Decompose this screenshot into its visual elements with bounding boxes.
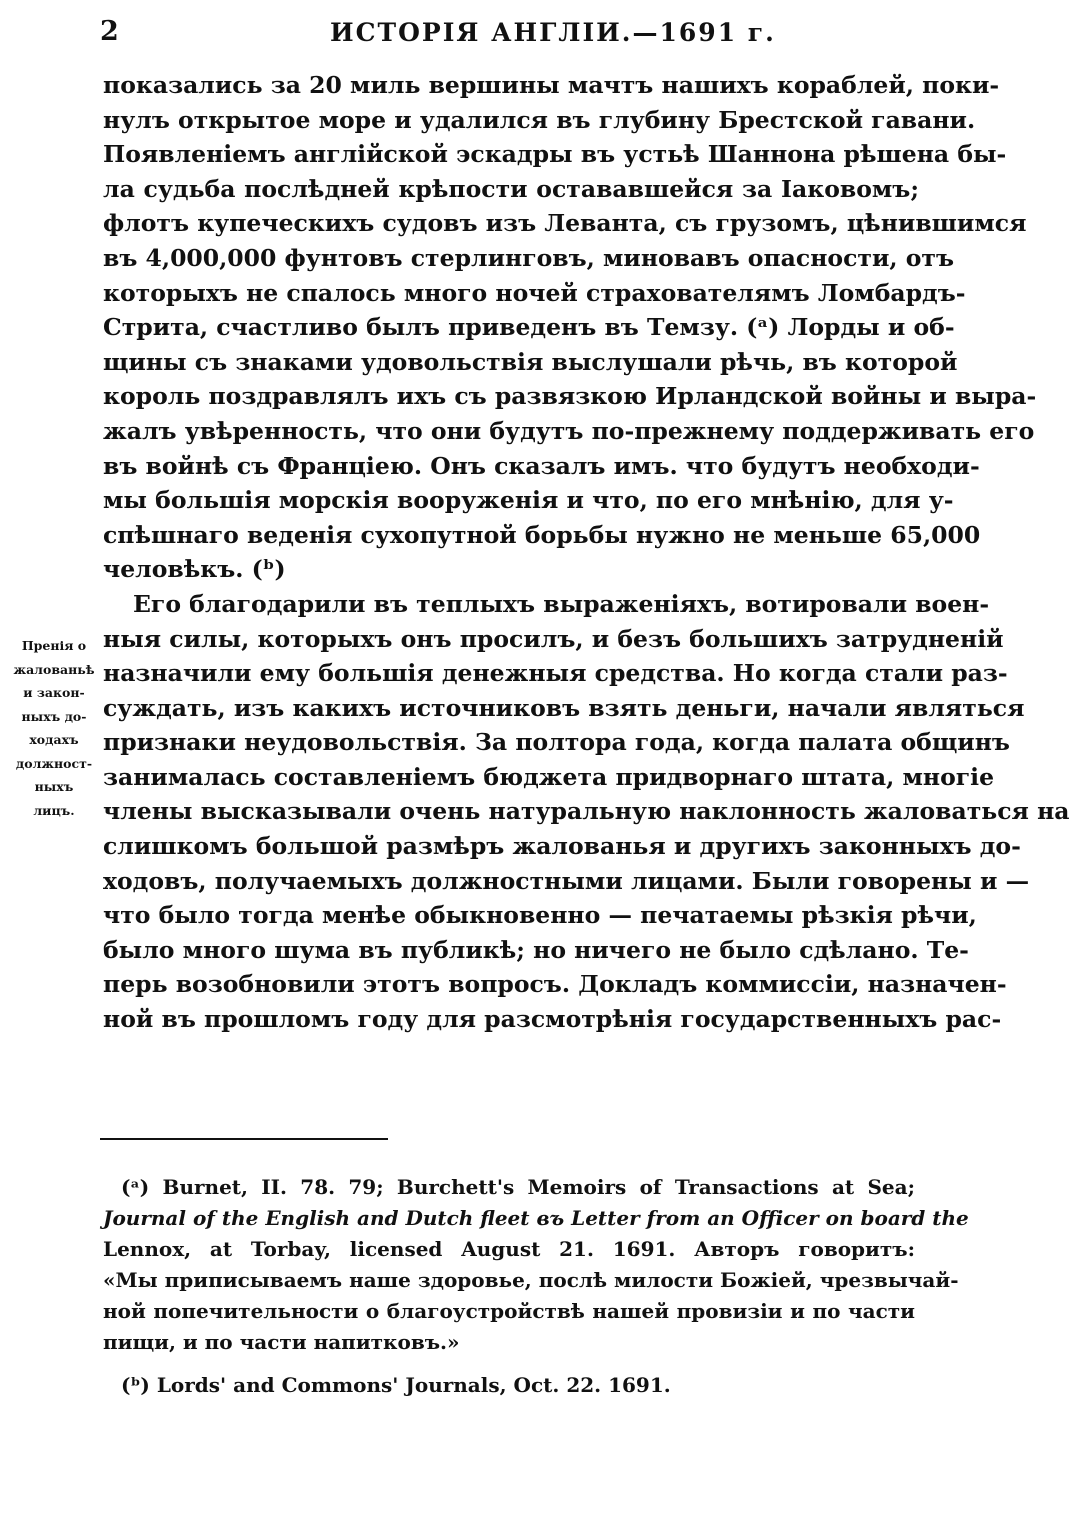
body-line: Стрита, счастливо былъ приведенъ въ Темзу. (ᵃ) Лорды и об- xyxy=(103,313,955,342)
body-line: перь возобновили этотъ вопросъ. Докладъ коммиссіи, назначен- xyxy=(103,970,1007,999)
body-line: Появленіемъ англійской эскадры въ устьѣ Шаннона рѣшена бы- xyxy=(103,140,1007,169)
footnote-a-line: Journal of the English and Dutch fleet въ Letter from an Officer on board the xyxy=(103,1206,969,1230)
margin-note-line: лицъ. xyxy=(33,802,75,818)
footnote-a-line: пищи, и по части напитковъ.» xyxy=(103,1330,460,1354)
body-line: Его благодарили въ теплыхъ выраженіяхъ, вотировали воен- xyxy=(133,589,990,618)
footnote-divider xyxy=(100,1138,388,1140)
body-line: члены высказывали очень натуральную наклонность жаловаться на xyxy=(103,797,1070,826)
body-line: нулъ открытое море и удалился въ глубину Брестской гавани. xyxy=(103,105,976,134)
body-line: жалъ увѣренность, что они будутъ по-прежнему поддерживать его xyxy=(103,416,1035,445)
margin-note-line: ходахъ xyxy=(29,732,79,747)
footnote-a-line: «Мы приписываемъ наше здоровье, послѣ милости Божіей, чрезвычай- xyxy=(103,1268,959,1292)
body-line: которыхъ не спалось много ночей страхователямъ Ломбардъ- xyxy=(103,278,966,307)
body-line: суждать, изъ какихъ источниковъ взять деньги, начали являться xyxy=(103,693,1025,722)
body-line: ныя силы, которыхъ онъ просилъ, и безъ большихъ затрудненій xyxy=(103,624,1004,653)
running-head: ИСТОРІЯ АНГЛІИ.—1691 г. xyxy=(330,18,776,47)
margin-note xyxy=(12,634,96,822)
body-line: признаки неудовольствія. За полтора года, когда палата общинъ xyxy=(103,728,1010,757)
margin-note-line: должност- xyxy=(15,755,93,771)
body-line: ла судьба послѣдней крѣпости остававшейся за Іаковомъ; xyxy=(103,174,919,203)
margin-note-line: жалованьѣ xyxy=(13,661,95,677)
body-line: спѣшнаго веденія сухопутной борьбы нужно не меньше 65,000 xyxy=(103,520,981,549)
body-line: человѣкъ. (ᵇ) xyxy=(103,555,286,584)
footnote-a-line: (ᵃ) Burnet, II. 78. 79; Burchett's Memoirs of Transactions at Sea; xyxy=(121,1175,915,1199)
body-line: флотъ купеческихъ судовъ изъ Леванта, съ грузомъ, цѣнившимся xyxy=(103,209,1027,238)
footnotes xyxy=(103,1172,969,1401)
page-number: 2 xyxy=(100,16,119,47)
margin-note-line: Пренія о xyxy=(21,638,87,653)
footnote-a-line: Lennox, at Torbay, licensed August 21. 1691. Авторъ говоритъ: xyxy=(103,1237,915,1261)
body-line: что было тогда менѣе обыкновенно — печатаемы рѣзкія рѣчи, xyxy=(103,901,977,930)
body-line: мы большія морскія вооруженія и что, по его мнѣнію, для у- xyxy=(103,486,954,515)
body-line: король поздравлялъ ихъ съ развязкою Ирландской войны и выра- xyxy=(103,382,1037,411)
body-line: ходовъ, получаемыхъ должностными лицами. Были говорены и — xyxy=(103,866,1030,895)
body-line: занималась составленіемъ бюджета придворнаго штата, многіе xyxy=(103,762,995,791)
body-text xyxy=(103,68,1070,1037)
footnote-b: (ᵇ) Lords' and Commons' Journals, Oct. 22. 1691. xyxy=(121,1373,671,1397)
body-line: въ войнѣ съ Франціею. Онъ сказалъ имъ. что будутъ необходи- xyxy=(103,451,980,480)
body-line: щины съ знаками удовольствія выслушали рѣчь, въ которой xyxy=(103,347,958,376)
footnote-a-line: ной попечительности о благоустройствѣ нашей провизіи и по части xyxy=(103,1299,915,1323)
body-line: назначили ему большія денежныя средства. Но когда стали раз- xyxy=(103,659,1008,688)
body-line: было много шума въ публикѣ; но ничего не было сдѣлано. Те- xyxy=(103,935,969,964)
body-line: въ 4,000,000 фунтовъ стерлинговъ, миновавъ опасности, отъ xyxy=(103,243,955,272)
body-line: показались за 20 миль вершины мачтъ нашихъ кораблей, поки- xyxy=(103,71,1000,99)
body-line: слишкомъ большой размѣръ жалованья и другихъ законныхъ до- xyxy=(103,832,1021,861)
page-header xyxy=(0,10,948,50)
margin-note-line: ныхъ xyxy=(34,779,74,794)
margin-note-line: и закон- xyxy=(23,685,85,700)
margin-note-line: ныхъ до- xyxy=(21,708,87,724)
body-line: ной въ прошломъ году для разсмотрѣнія государственныхъ рас- xyxy=(103,1005,1002,1034)
